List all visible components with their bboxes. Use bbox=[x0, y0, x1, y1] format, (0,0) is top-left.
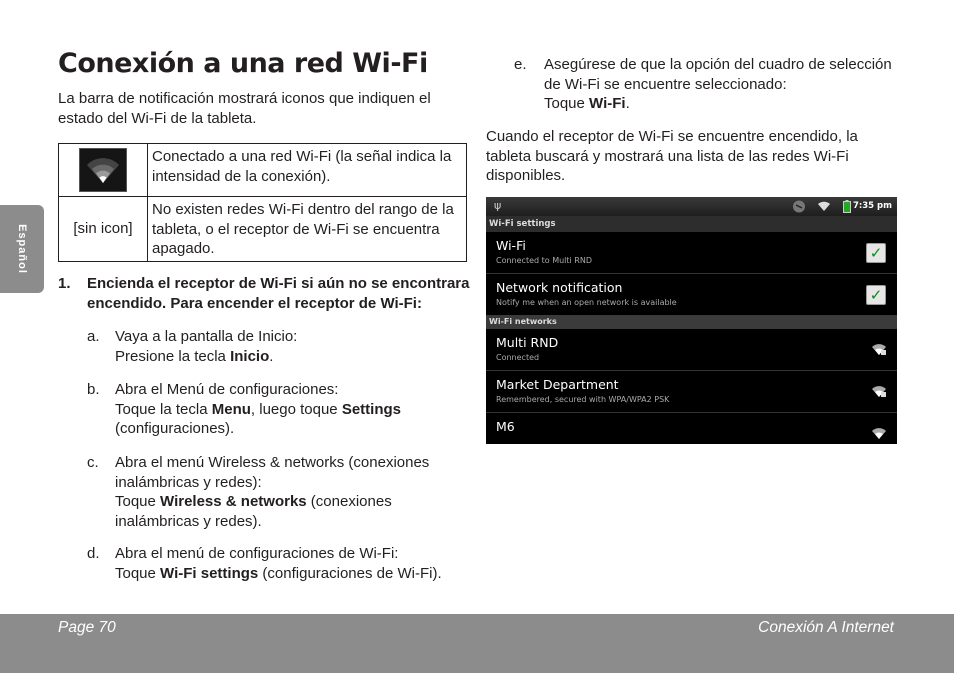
setting-title: Wi-Fi bbox=[496, 238, 526, 253]
checkbox-checked-icon[interactable]: ✓ bbox=[866, 243, 886, 263]
substep-text: Toque bbox=[115, 493, 161, 510]
network-multi-rnd[interactable] bbox=[486, 329, 897, 371]
table-row bbox=[59, 144, 467, 197]
chapter-name: Conexión A Internet bbox=[758, 619, 894, 636]
substep-letter: d. bbox=[87, 545, 100, 562]
substep-b bbox=[87, 380, 472, 439]
substep-line: Asegúrese de que la opción del cuadro de selección de Wi-Fi se encuentre seleccionado: bbox=[544, 56, 892, 93]
substep-letter: e. bbox=[514, 56, 527, 73]
setting-title: Network notification bbox=[496, 280, 623, 295]
language-tab bbox=[0, 205, 44, 293]
network-name: Multi RND bbox=[496, 335, 559, 350]
step-number: 1. bbox=[58, 275, 71, 292]
substep-letter: b. bbox=[87, 381, 100, 398]
wifi-status-icon bbox=[817, 200, 831, 212]
page-footer bbox=[0, 614, 954, 673]
status-bar bbox=[486, 197, 897, 216]
screen-title: Wi-Fi settings bbox=[486, 216, 897, 232]
substep-letter: c. bbox=[87, 454, 99, 471]
key-name: Inicio bbox=[230, 347, 270, 365]
substep-text: , luego toque bbox=[250, 400, 342, 418]
substep-line: Abra el Menú de configuraciones: bbox=[115, 381, 339, 398]
network-market-department[interactable] bbox=[486, 371, 897, 413]
wifi-lock-icon bbox=[871, 343, 887, 356]
substep-line: Vaya a la pantalla de Inicio: bbox=[115, 328, 298, 345]
substep-d bbox=[87, 544, 472, 583]
substep-text: Presione la tecla bbox=[115, 347, 231, 365]
clock: 7:35 pm bbox=[852, 201, 892, 211]
page-title: Conexión a una red Wi-Fi bbox=[58, 48, 428, 79]
key-name: Menu bbox=[211, 400, 251, 418]
icon-cell: [sin icon] bbox=[59, 197, 148, 262]
setting-summary: Notify me when an open network is available bbox=[496, 298, 677, 307]
substep-text: (configuraciones de Wi-Fi). bbox=[258, 564, 442, 582]
option-name: Wi-Fi bbox=[589, 95, 626, 112]
checkbox-checked-icon[interactable]: ✓ bbox=[866, 285, 886, 305]
setting-summary: Connected to Multi RND bbox=[496, 256, 592, 265]
step-text: Encienda el receptor de Wi-Fi si aún no se encontrara encendido. Para encender el receptor de Wi-Fi: bbox=[87, 275, 470, 312]
setting-network-notification[interactable] bbox=[486, 274, 897, 315]
substep-line: Abra el menú Wireless & networks (conexiones inalámbricas y redes): bbox=[115, 454, 430, 491]
network-name: M6 bbox=[496, 419, 515, 434]
sync-icon bbox=[792, 200, 806, 213]
intro-paragraph: La barra de notificación mostrará iconos que indiquen el estado del Wi-Fi de la tableta. bbox=[58, 90, 431, 127]
language-label: Español bbox=[16, 224, 28, 274]
substep-text: (conexiones inalámbricas y redes). bbox=[115, 493, 392, 530]
substep-letter: a. bbox=[87, 328, 100, 345]
substep-c bbox=[87, 453, 472, 531]
status-icon-table bbox=[58, 143, 467, 262]
substep-e bbox=[514, 55, 904, 114]
section-header: Wi-Fi networks bbox=[486, 315, 897, 329]
network-m6[interactable] bbox=[486, 413, 897, 444]
substep-text: . bbox=[269, 347, 274, 365]
scan-paragraph: Cuando el receptor de Wi-Fi se encuentre encendido, la tableta buscará y mostrará una lista de las redes Wi-Fi disponibles. bbox=[486, 128, 858, 184]
network-name: Market Department bbox=[496, 377, 619, 392]
usb-icon: ψ bbox=[494, 199, 502, 212]
setting-wifi[interactable] bbox=[486, 232, 897, 274]
battery-icon bbox=[843, 200, 851, 213]
substep-text: Toque bbox=[544, 95, 590, 112]
table-row bbox=[59, 197, 467, 262]
step-1 bbox=[58, 274, 470, 313]
wifi-icon bbox=[871, 427, 887, 440]
icon-cell bbox=[59, 144, 148, 197]
substep-text: Toque bbox=[115, 564, 161, 582]
wifi-connected-icon bbox=[79, 148, 127, 192]
substep-a bbox=[87, 327, 472, 366]
network-status: Remembered, secured with WPA/WPA2 PSK bbox=[496, 395, 670, 404]
android-wifi-settings-screenshot bbox=[486, 197, 897, 444]
table-cell: No existen redes Wi-Fi dentro del rango de la tableta, o el receptor de Wi-Fi se encuentra apagado. bbox=[148, 197, 467, 262]
page-number: Page 70 bbox=[58, 619, 116, 636]
network-status: Connected bbox=[496, 353, 540, 362]
table-cell: Conectado a una red Wi-Fi (la señal indica la intensidad de la conexión). bbox=[148, 144, 467, 197]
substep-line: Abra el menú de configuraciones de Wi-Fi: bbox=[115, 545, 399, 562]
wifi-lock-icon bbox=[871, 385, 887, 398]
menu-name: Wireless & networks bbox=[160, 493, 307, 510]
key-name: Settings bbox=[341, 400, 402, 418]
substep-text: (configuraciones). bbox=[115, 420, 235, 437]
substep-text: . bbox=[625, 95, 630, 112]
substep-text: Toque la tecla bbox=[115, 400, 212, 418]
menu-name: Wi-Fi settings bbox=[160, 564, 259, 582]
